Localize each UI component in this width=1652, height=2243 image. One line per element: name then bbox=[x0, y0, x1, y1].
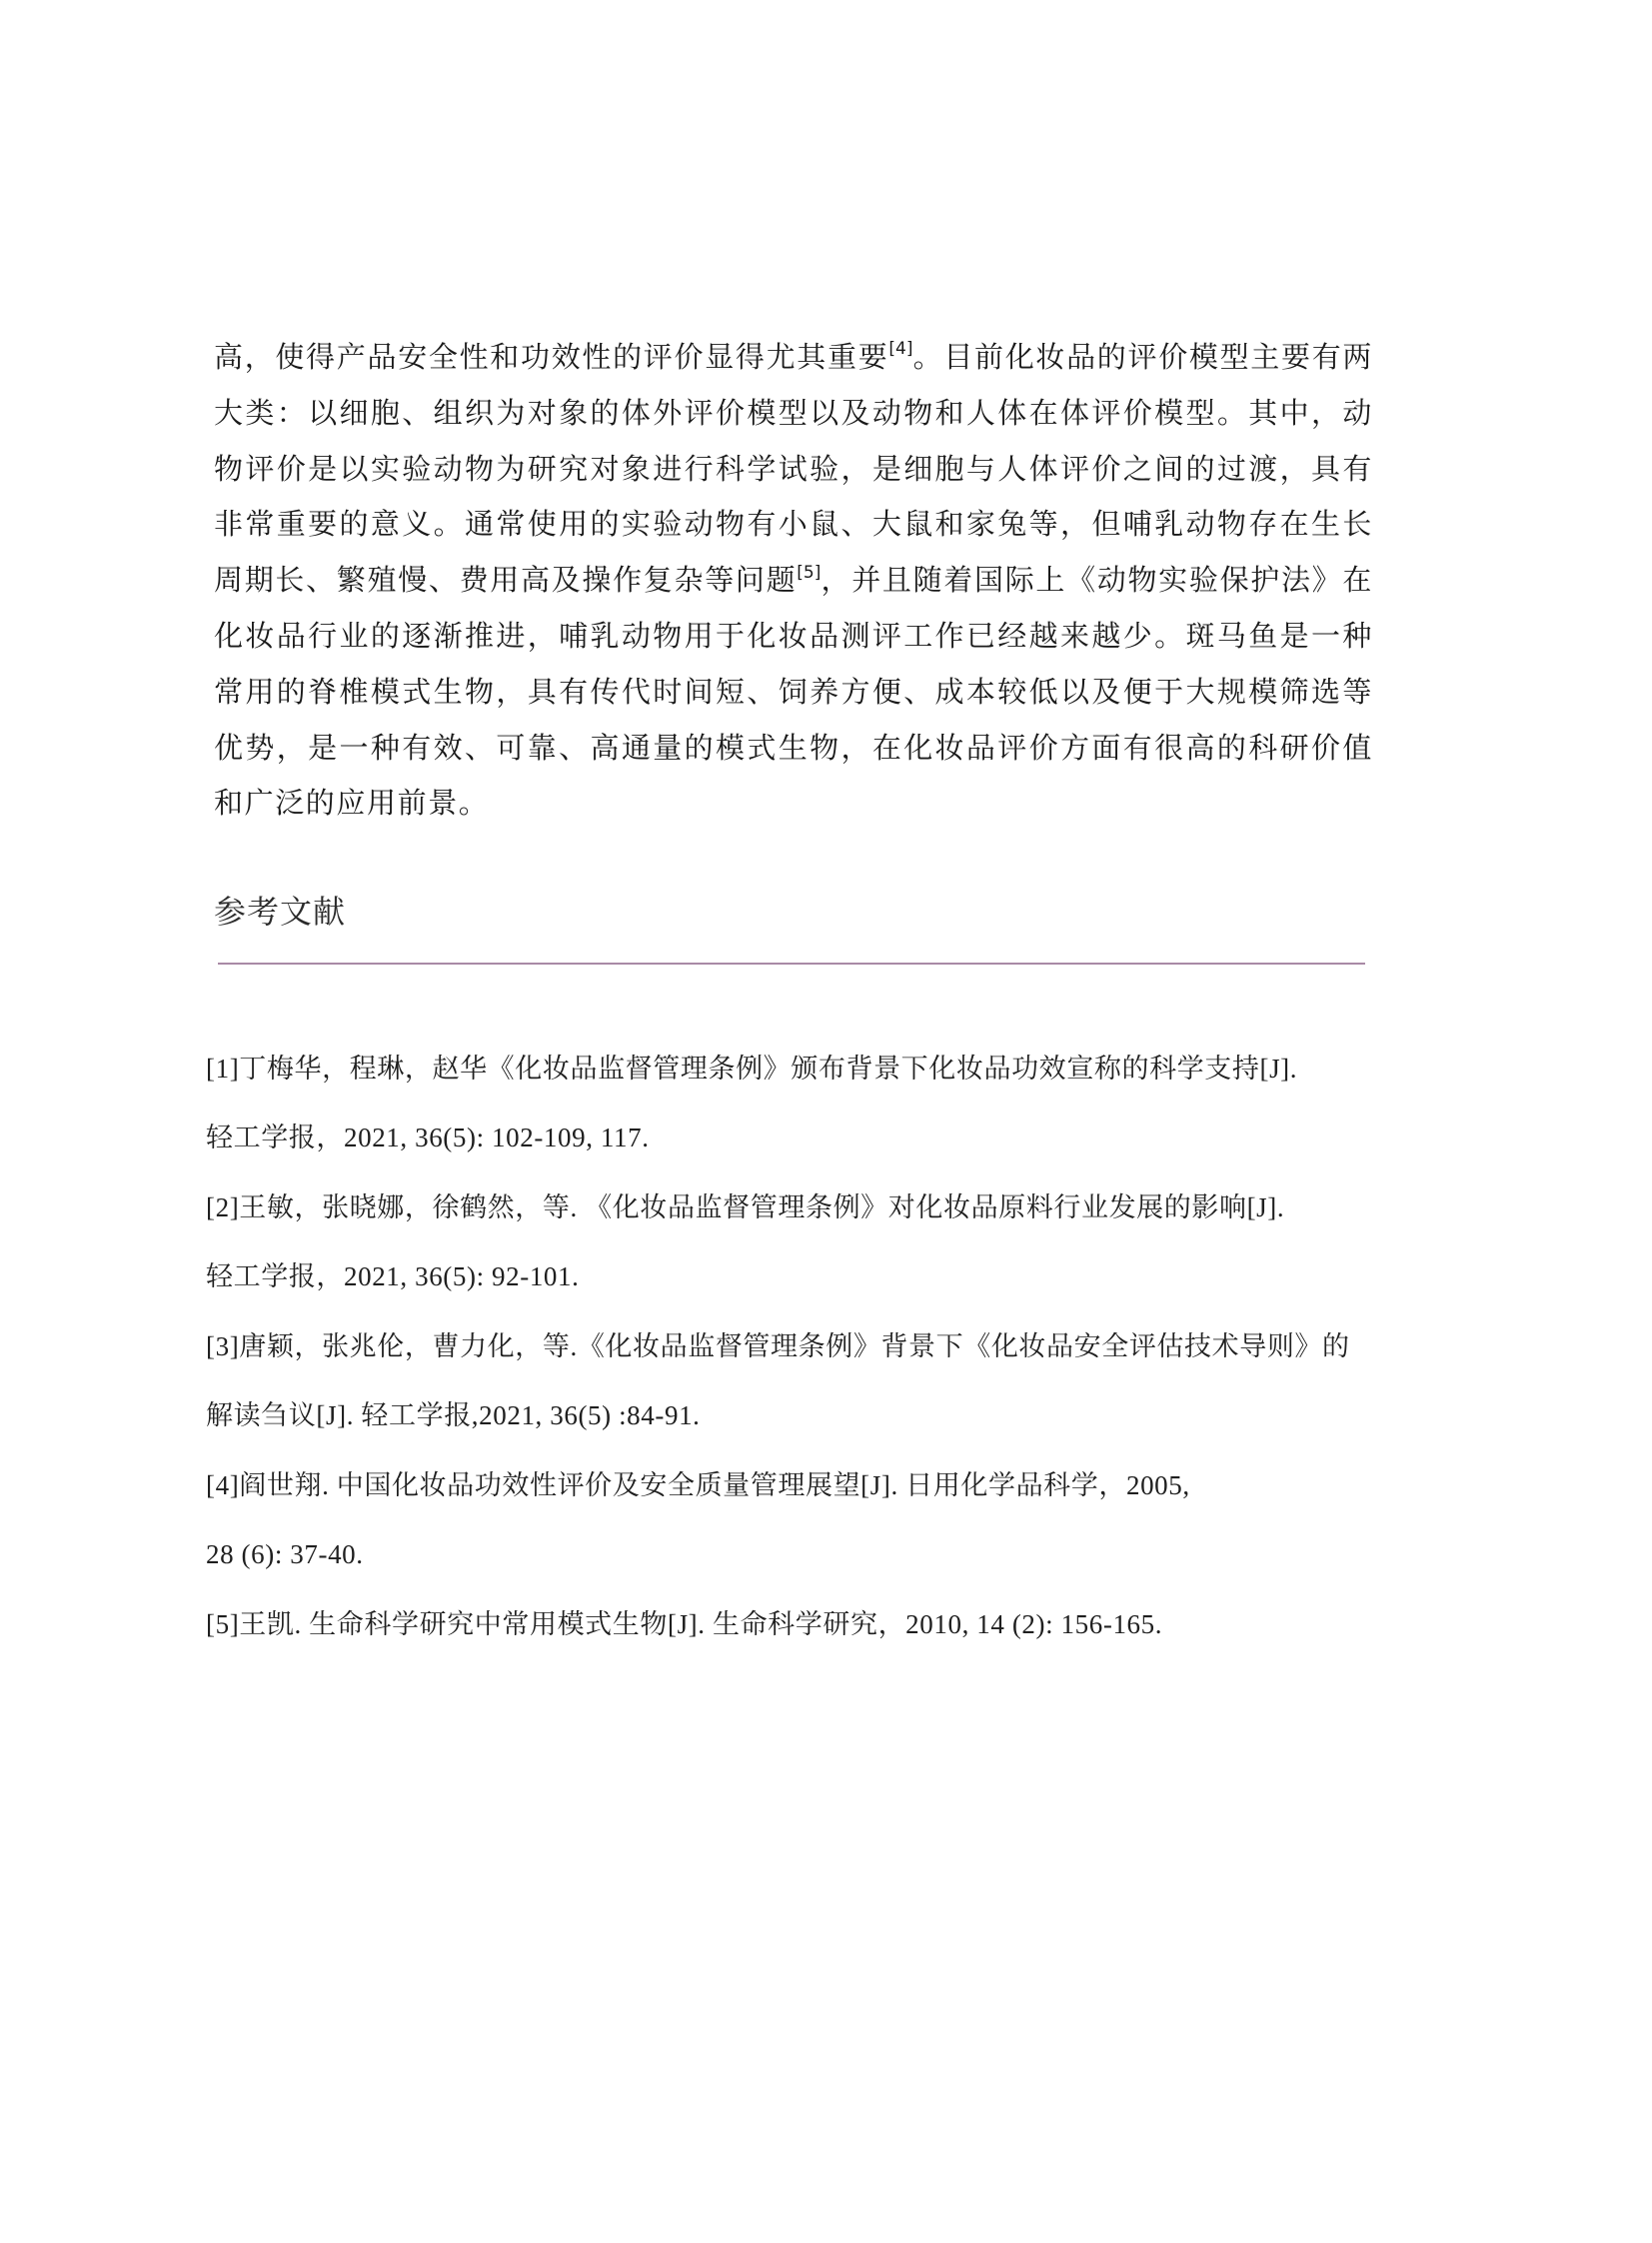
references-heading: 参考文献 bbox=[214, 893, 347, 931]
reference-line: 轻工学报，2021, 36(5): 102-109, 117. bbox=[206, 1122, 650, 1152]
reference-line: [3]唐颖，张兆伦，曹力化，等.《化妆品监督管理条例》背景下《化妆品安全评估技术导则》的 bbox=[206, 1331, 1350, 1361]
reference-line: [2]王敏，张晓娜，徐鹤然，等. 《化妆品监督管理条例》对化妆品原料行业发展的影响[J]. bbox=[206, 1192, 1285, 1222]
body-text-segment: ，并且随着国际上《动物实验保护法》在化妆品行业的逐渐推进，哺乳动物用于化妆品测评工作已经越来越少。斑马鱼是一种常用的脊椎模式生物，具有传代时间短、饲养方便、成本较低以及便于大规模筛选等优势，是一种有效、可靠、高通量的模式生物，在化妆品评价方面有很高的科研价值和广泛的应用前景。 bbox=[214, 563, 1373, 821]
body-text-segment: 。目前化妆品的评价模型主要有两大类：以细胞、组织为对象的体外评价模型以及动物和人体在体评价模型。其中，动物评价是以实验动物为研究对象进行科学试验，是细胞与人体评价之间的过渡，具有非常重要的意义。通常使用的实验动物有小鼠、大鼠和家兔等，但哺乳动物存在生长周期长、繁殖慢、费用高及操作复杂等问题 bbox=[214, 340, 1373, 598]
reference-line: 28 (6): 37-40. bbox=[206, 1539, 364, 1569]
reference-line: 解读刍议[J]. 轻工学报,2021, 36(5) :84-91. bbox=[206, 1400, 701, 1430]
body-text-segment: 高，使得产品安全性和功效性的评价显得尤其重要 bbox=[214, 340, 889, 374]
citation-5: [5] bbox=[797, 562, 822, 583]
reference-line: 轻工学报，2021, 36(5): 92-101. bbox=[206, 1261, 580, 1291]
reference-line: [5]王凯. 生命科学研究中常用模式生物[J]. 生命科学研究，2010, 14 (2): 156-165. bbox=[206, 1609, 1163, 1639]
citation-4: [4] bbox=[888, 339, 913, 360]
reference-line: [4]阎世翔. 中国化妆品功效性评价及安全质量管理展望[J]. 日用化学品科学，2005, bbox=[206, 1470, 1190, 1500]
body-paragraph bbox=[214, 330, 1373, 832]
references-divider bbox=[218, 963, 1365, 965]
reference-line: [1]丁梅华，程琳，赵华《化妆品监督管理条例》颁布背景下化妆品功效宣称的科学支持[J]. bbox=[206, 1054, 1298, 1084]
